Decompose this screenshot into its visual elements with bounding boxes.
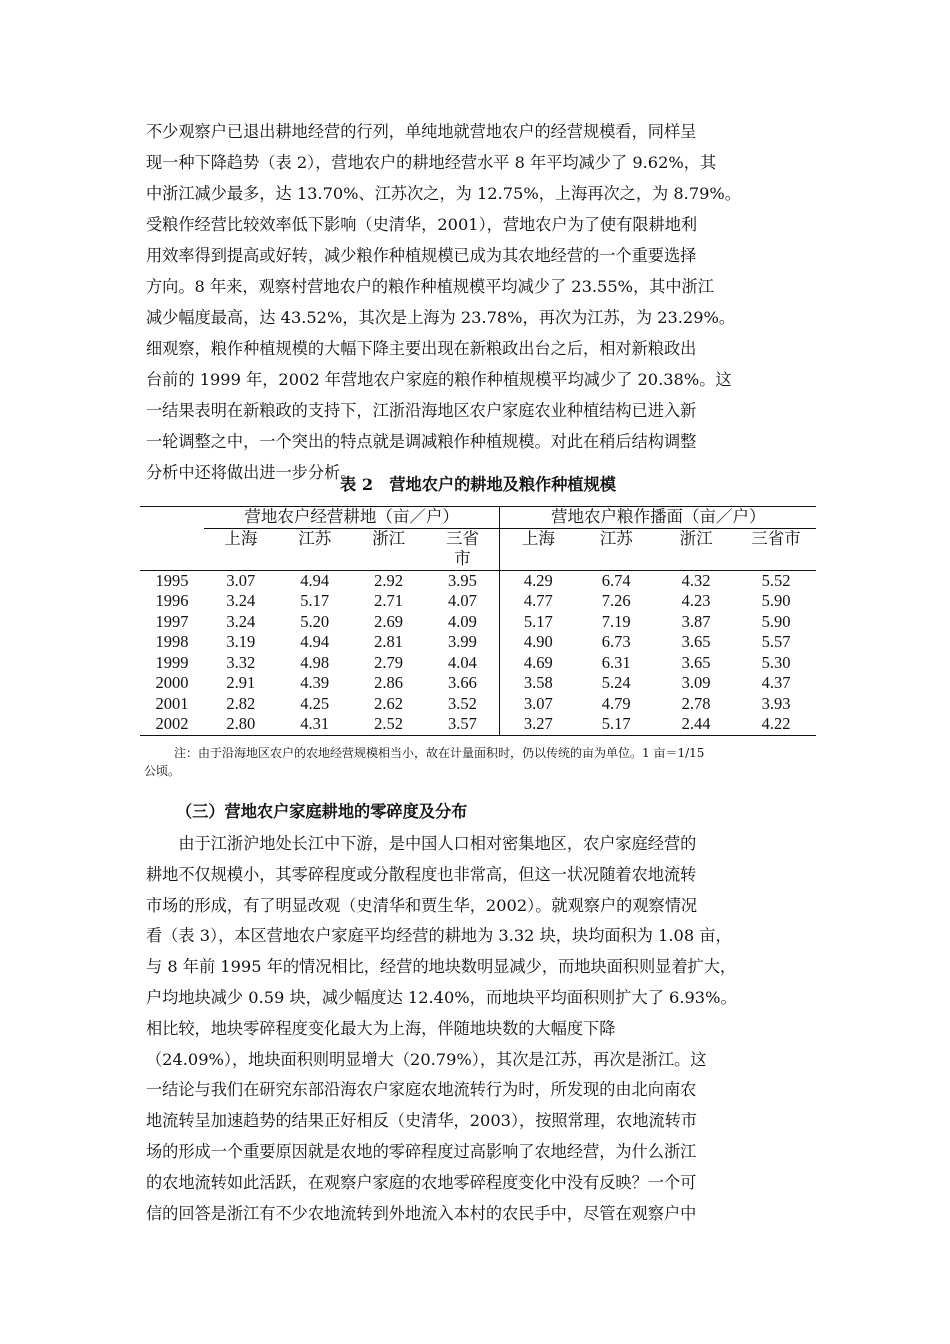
table-cell: 2.69 [374, 611, 404, 631]
table-row [140, 591, 816, 612]
table-row [140, 653, 816, 674]
table-cell: 4.79 [601, 693, 631, 713]
table-cell: 5.17 [601, 714, 631, 733]
text-line: 台前的 1999 年，2002 年营地农户家庭的粮作种植规模平均减少了 20.38%。这 [146, 370, 732, 389]
table-cell: 4.23 [681, 591, 711, 610]
section-heading: （三）营地农户家庭耕地的零碎度及分布 [176, 802, 468, 821]
table-cell: 4.29 [500, 570, 576, 591]
col-header: 江苏 [298, 528, 332, 548]
text-line: 一轮调整之中，一个突出的特点就是调减粮作种植规模。对此在稍后结构调整 [146, 432, 697, 451]
table-cell: 2.92 [352, 570, 426, 591]
table-cell: 3.27 [523, 714, 553, 733]
table-cell: 6.31 [601, 652, 631, 672]
table-cell: 2.44 [681, 714, 711, 733]
table-cell: 3.58 [523, 673, 553, 692]
table-cell: 3.24 [226, 611, 256, 631]
table-cell: 3.87 [681, 611, 711, 631]
table-cell: 4.37 [761, 673, 791, 692]
col-header: 三省 [426, 528, 500, 549]
paragraph-1 [146, 116, 810, 488]
table-cell: 3.65 [681, 652, 711, 672]
row-year: 1998 [155, 632, 189, 651]
group-header-grain: 营地农户粮作播面（亩／户） [500, 507, 816, 529]
table-cell: 4.31 [300, 714, 330, 733]
table-cell: 3.07 [204, 570, 278, 591]
table-cell: 3.93 [761, 693, 791, 713]
row-year: 2002 [155, 714, 189, 733]
text-line: 细观察，粮作种植规模的大幅下降主要出现在新粮政出台之后，相对新粮政出 [146, 339, 697, 358]
text-line: 由于江浙沪地处长江中下游，是中国人口相对密集地区，农户家庭经营的 [146, 834, 697, 853]
col-header-wrap: 市 [426, 549, 500, 570]
table-cell: 2.80 [226, 714, 256, 733]
table-cell: 3.52 [426, 694, 500, 715]
paragraph-2 [146, 829, 810, 1229]
row-year: 2000 [155, 673, 189, 692]
text-line: 场的形成一个重要原因就是农地的零碎程度过高影响了农地经营，为什么浙江 [146, 1141, 697, 1161]
table-cell: 2.81 [374, 632, 404, 651]
table-cell: 4.90 [523, 632, 553, 651]
table-cell: 2.71 [374, 591, 404, 610]
table-cell: 4.07 [426, 591, 500, 612]
text-line: 一结果表明在新粮政的支持下，江浙沿海地区农户家庭农业种植结构已进入新 [146, 401, 697, 420]
text-line: 与 8 年前 1995 年的情况相比，经营的地块数明显减少，而地块面积则显着扩大， [146, 957, 737, 977]
table-cell: 3.57 [426, 714, 500, 735]
table-cell: 2.79 [374, 652, 404, 672]
group-header-cultivated: 营地农户经营耕地（亩／户） [204, 507, 500, 529]
table-cell: 2.82 [226, 693, 256, 713]
table-cell: 2.52 [374, 714, 404, 733]
year-header [140, 507, 204, 529]
text-line: 一结论与我们在研究东部沿海农户家庭农地流转行为时，所发现的由北向南农 [146, 1080, 697, 1100]
table-cell: 4.77 [523, 591, 553, 610]
table-cell: 4.09 [426, 612, 500, 633]
text-line: 分析中还将做出进一步分析。 [146, 463, 357, 482]
table-cell: 4.39 [300, 673, 330, 692]
table-row [140, 612, 816, 633]
table-row [140, 714, 816, 735]
text-line: 耕地不仅规模小，其零碎程度或分散程度也非常高，但这一状况随着农地流转 [146, 864, 697, 884]
table-cell: 3.66 [426, 673, 500, 694]
table-cell: 6.74 [576, 570, 656, 591]
table-cell: 5.57 [761, 632, 791, 651]
text-line: 方向。8 年来，观察村营地农户的粮作种植规模平均减少了 23.55%，其中浙江 [146, 277, 714, 296]
table-cell: 6.73 [601, 632, 631, 651]
text-line: （24.09%），地块面积则明显增大（20.79%），其次是江苏，再次是浙江。这 [146, 1049, 707, 1069]
table-row [140, 673, 816, 694]
table-cell: 5.30 [761, 652, 791, 672]
text-line: 市场的形成，有了明显改观（史清华和贾生华，2002）。就观察户的观察情况 [146, 895, 698, 915]
table-cell: 3.95 [426, 570, 500, 591]
table-cell: 7.26 [601, 591, 631, 610]
table-cell: 3.65 [681, 632, 711, 651]
row-year: 1997 [155, 611, 189, 631]
table-cell: 2.78 [681, 693, 711, 713]
table-cell: 4.22 [761, 714, 791, 733]
text-line: 中浙江减少最多，达 13.70%、江苏次之，为 12.75%，上海再次之，为 8.79%。 [146, 184, 741, 203]
table-cell: 7.19 [601, 611, 631, 631]
table-cell: 3.24 [226, 591, 256, 610]
text-line: 信的回答是浙江有不少农地流转到外地流入本村的农民手中，尽管在观察户中 [146, 1203, 697, 1223]
table-row [140, 632, 816, 653]
col-header: 浙江 [372, 528, 406, 548]
row-year: 1996 [155, 591, 189, 610]
text-line: 相比较，地块零碎程度变化最大为上海，伴随地块数的大幅度下降 [146, 1018, 616, 1038]
col-header: 上海 [521, 528, 555, 548]
text-line: 看（表 3），本区营地农户家庭平均经营的耕地为 3.32 块，块均面积为 1.08 亩， [146, 926, 732, 946]
note-line: 注：由于沿海地区农户的农地经营规模相当小，故在计量面积时，仍以传统的亩为单位。1 亩＝1/15 [174, 746, 705, 760]
table-cell: 4.25 [300, 693, 330, 713]
row-year: 1999 [155, 652, 189, 672]
col-header: 三省市 [751, 528, 801, 548]
col-header: 江苏 [599, 528, 633, 548]
table-cell: 4.32 [656, 570, 736, 591]
table-cell: 4.94 [300, 632, 330, 651]
table-row [140, 570, 816, 591]
col-header: 浙江 [679, 528, 713, 548]
table-cell: 5.52 [736, 570, 816, 591]
table-cell: 4.98 [300, 652, 330, 672]
text-line: 现一种下降趋势（表 2），营地农户的耕地经营水平 8 年平均减少了 9.62%，其 [146, 153, 717, 172]
text-line: 受粮作经营比较效率低下影响（史清华，2001），营地农户为了使有限耕地利 [146, 215, 698, 234]
text-line: 的农地流转如此活跃，在观察户家庭的农地零碎程度变化中没有反映？一个可 [146, 1172, 697, 1192]
table-note [144, 744, 812, 780]
note-line: 公顷。 [144, 764, 181, 778]
table-cell: 3.09 [681, 673, 711, 692]
table-cell: 3.07 [523, 693, 553, 713]
table-caption: 表 2 营地农户的耕地及粮作种植规模 [340, 475, 616, 494]
table-cell: 5.20 [300, 611, 330, 631]
table-cell: 3.99 [426, 632, 500, 653]
table-cell: 5.24 [601, 673, 631, 692]
table-cell: 3.19 [226, 632, 256, 651]
table-cell: 3.32 [226, 652, 256, 672]
table-cell: 5.17 [523, 611, 553, 631]
table-cell: 5.90 [761, 611, 791, 631]
table-cell: 4.04 [426, 653, 500, 674]
row-year: 1995 [140, 570, 204, 591]
col-header: 上海 [224, 528, 258, 548]
table-cell: 4.94 [278, 570, 352, 591]
row-year: 2001 [155, 693, 189, 713]
text-line: 地流转呈加速趋势的结果正好相反（史清华，2003），按照常理，农地流转市 [146, 1111, 698, 1131]
table-2 [140, 506, 816, 736]
table-cell: 2.62 [374, 693, 404, 713]
table-cell: 2.86 [374, 673, 404, 692]
table-cell: 2.91 [226, 673, 256, 692]
text-line: 减少幅度最高，达 43.52%，其次是上海为 23.78%，再次为江苏，为 23.29%。 [146, 308, 736, 327]
text-line: 用效率得到提高或好转，减少粮作种植规模已成为其农地经营的一个重要选择 [146, 246, 697, 265]
table-cell: 5.17 [300, 591, 330, 610]
text-line: 不少观察户已退出耕地经营的行列，单纯地就营地农户的经营规模看，同样呈 [146, 122, 697, 141]
text-line: 户均地块减少 0.59 块，减少幅度达 12.40%，而地块平均面积则扩大了 6.93%。 [146, 987, 737, 1007]
table-cell: 4.69 [523, 652, 553, 672]
table-row [140, 694, 816, 715]
table-cell: 5.90 [761, 591, 791, 610]
